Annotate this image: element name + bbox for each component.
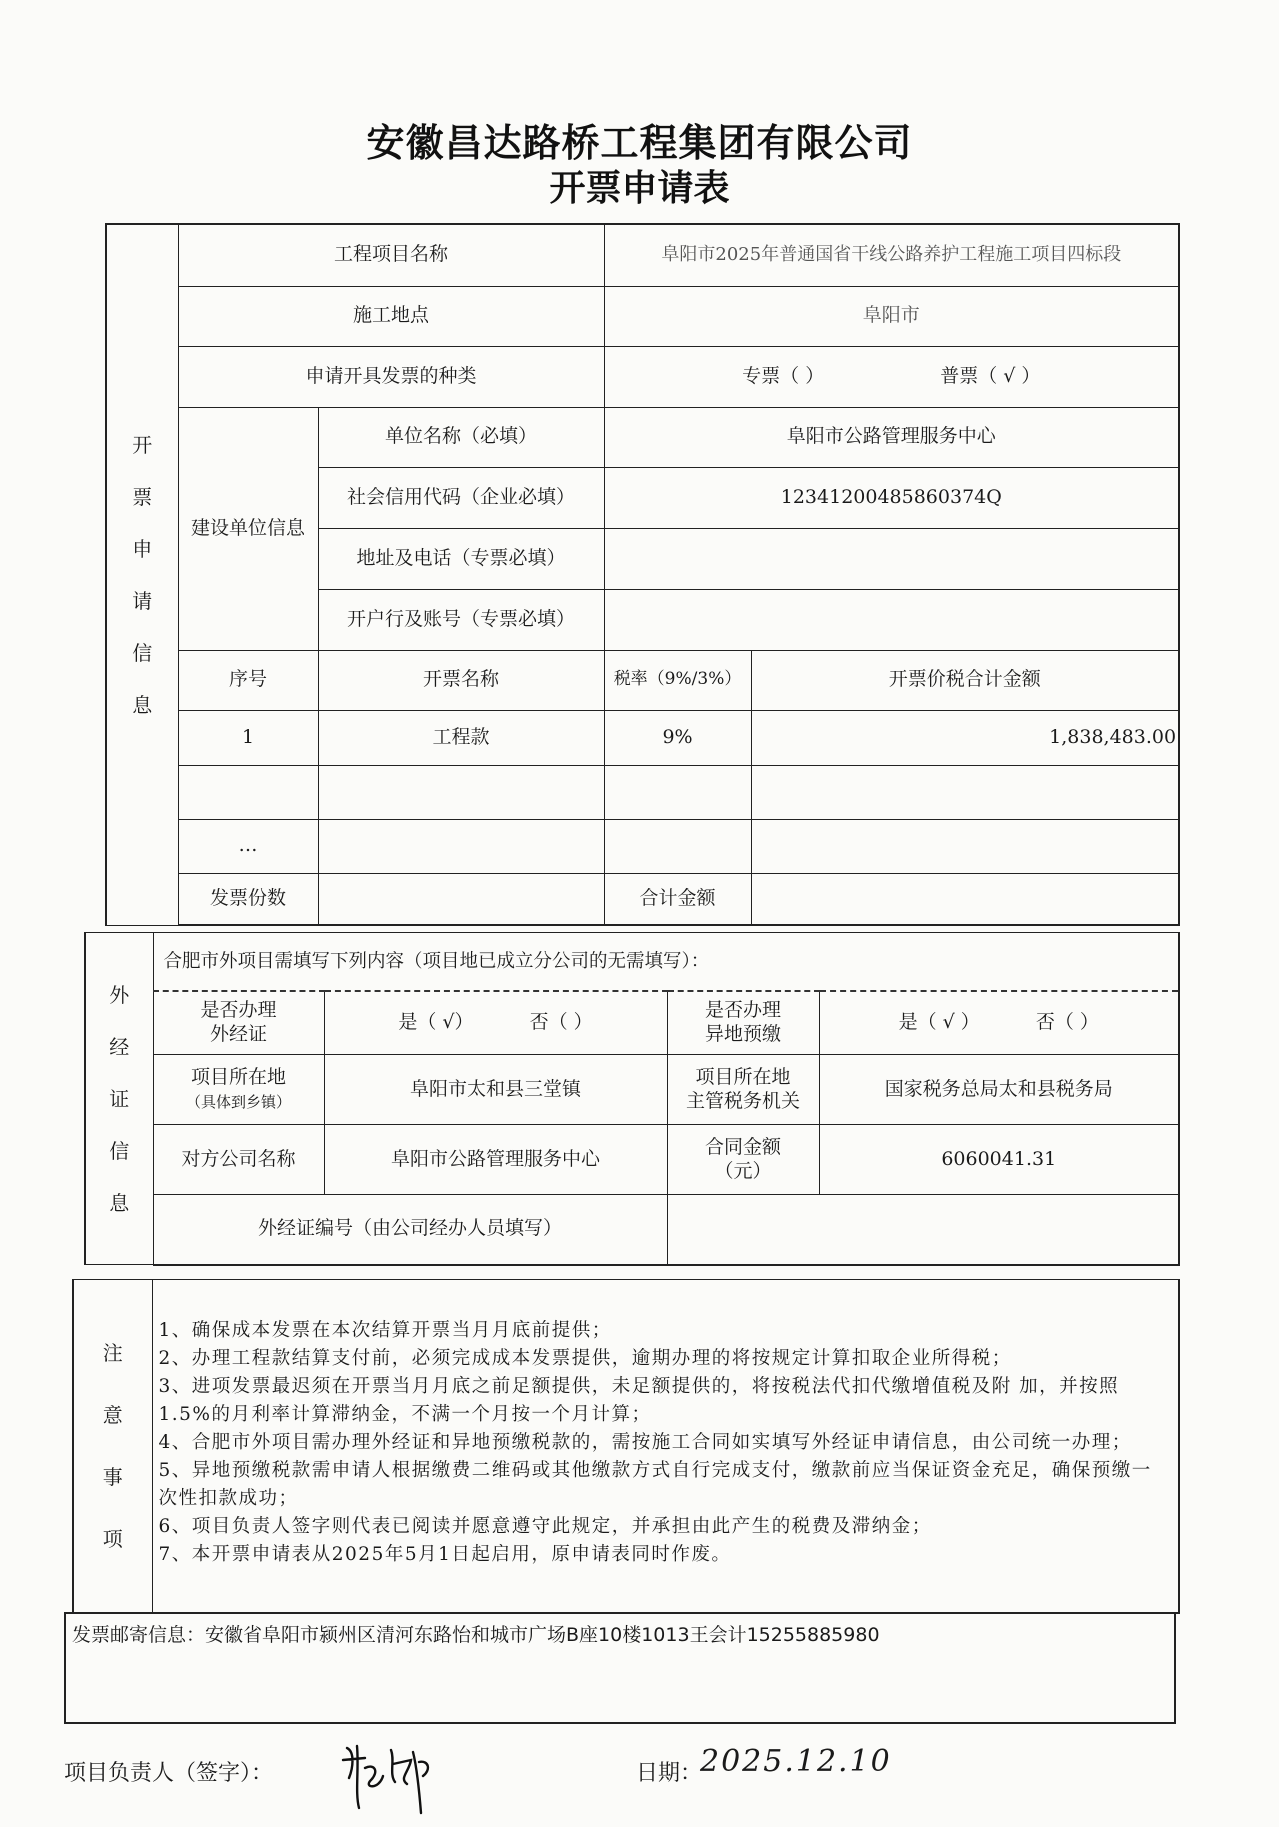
- signature: [335, 1738, 465, 1818]
- location-value[interactable]: 阜阳市太和县三堂镇: [324, 1055, 667, 1125]
- col-header-rate: 税率（9%/3%）: [604, 650, 751, 710]
- item-name[interactable]: [318, 819, 604, 873]
- contract-amount-value[interactable]: 6060041.31: [819, 1125, 1179, 1195]
- note-item: 2、办理工程款结算支付前，必须完成成本发票提供，逾期办理的将按规定计算扣取企业所得税；: [158, 1347, 1012, 1369]
- builder-field-label: 单位名称（必填）: [318, 407, 604, 467]
- invoice-type-options: [604, 346, 1179, 407]
- date-label: 日期：: [636, 1761, 703, 1786]
- item-name[interactable]: [318, 765, 604, 819]
- col-header-name: 开票名称: [318, 650, 604, 710]
- project-name-value: 阜阳市2025年普通国省干线公路养护工程施工项目四标段: [604, 224, 1179, 286]
- invoice-section-label: 开 票 申 请 信 息: [106, 224, 178, 925]
- builder-field-label: 开户行及账号（专票必填）: [318, 589, 604, 650]
- cert-number-value[interactable]: [667, 1195, 1179, 1265]
- normal-invoice-checkbox[interactable]: 普票（ √ ）: [940, 364, 1041, 387]
- special-invoice-checkbox[interactable]: 专票（ ）: [742, 364, 825, 387]
- item-no[interactable]: …: [178, 819, 318, 873]
- contract-amount-label: 合同金额 （元）: [667, 1125, 819, 1195]
- mailing-info-box: [64, 1612, 1176, 1724]
- item-no[interactable]: 1: [178, 710, 318, 765]
- builder-field-value[interactable]: 12341200485860374Q: [604, 467, 1179, 528]
- builder-info-label: 建设单位信息: [178, 407, 318, 650]
- cert-options: [324, 991, 667, 1055]
- builder-field-label: 社会信用代码（企业必填）: [318, 467, 604, 528]
- invoice-type-label: 申请开具发票的种类: [178, 346, 604, 407]
- table-row: [106, 765, 1179, 819]
- cert-yes-checkbox[interactable]: 是（ √）: [398, 1010, 474, 1033]
- note-item: 1、确保成本发票在本次结算开票当月月底前提供；: [158, 1319, 612, 1341]
- note-item: 6、项目负责人签字则代表已阅读并愿意遵守此规定，并承担由此产生的税费及滞纳金；: [158, 1515, 932, 1537]
- builder-field-value[interactable]: [604, 589, 1179, 650]
- builder-field-value[interactable]: 阜阳市公路管理服务中心: [604, 407, 1179, 467]
- invoice-info-table: [105, 223, 1180, 926]
- site-label: 施工地点: [178, 286, 604, 346]
- prepay-label: 是否办理 异地预缴: [667, 991, 819, 1055]
- company-name: 安徽昌达路桥工程集团有限公司: [366, 121, 913, 165]
- mailing-info: 发票邮寄信息：安徽省阜阳市颍州区清河东路怡和城市广场B座10楼1013王会计15255885980: [72, 1624, 880, 1646]
- counterparty-label: 对方公司名称: [153, 1125, 324, 1195]
- prepay-yes-checkbox[interactable]: 是（ √ ）: [898, 1010, 980, 1033]
- prepay-no-checkbox[interactable]: 否（ ）: [1035, 1010, 1099, 1033]
- item-rate[interactable]: [604, 765, 751, 819]
- item-amount[interactable]: [751, 765, 1179, 819]
- tax-office-value[interactable]: 国家税务总局太和县税务局: [819, 1055, 1179, 1125]
- site-value: 阜阳市: [604, 286, 1179, 346]
- notes-list: [152, 1280, 1179, 1613]
- cert-label: 是否办理 外经证: [153, 991, 324, 1055]
- note-item: 3、进项发票最迟须在开票当月月底之前足额提供，未足额提供的，将按税法代扣代缴增值税及附 加，并按照1.5%的月利率计算滞纳金，不满一个月按一个月计算；: [158, 1375, 1120, 1425]
- table-row: [106, 710, 1179, 765]
- builder-field-label: 地址及电话（专票必填）: [318, 528, 604, 589]
- external-section-label: 外 经 证 信 息: [85, 933, 153, 1265]
- item-name[interactable]: 工程款: [318, 710, 604, 765]
- note-item: 4、合肥市外项目需办理外经证和异地预缴税款的，需按施工合同如实填写外经证申请信息，由公司统一办理；: [158, 1431, 1132, 1453]
- date-handwritten: 2025.12.10: [700, 1744, 892, 1779]
- item-no[interactable]: [178, 765, 318, 819]
- counterparty-value[interactable]: 阜阳市公路管理服务中心: [324, 1125, 667, 1195]
- total-label: 合计金额: [604, 873, 751, 925]
- cert-number-label: 外经证编号（由公司经办人员填写）: [153, 1195, 667, 1265]
- project-name-label: 工程项目名称: [178, 224, 604, 286]
- invoice-count-label: 发票份数: [178, 873, 318, 925]
- total-value[interactable]: [751, 873, 1179, 925]
- note-item: 7、本开票申请表从2025年5月1日起启用，原申请表同时作废。: [158, 1543, 732, 1565]
- external-instruction: 合肥市外项目需填写下列内容（项目地已成立分公司的无需填写）：: [153, 933, 1179, 991]
- col-header-amount: 开票价税合计金额: [751, 650, 1179, 710]
- signer-label: 项目负责人（签字）：: [64, 1761, 274, 1786]
- col-header-no: 序号: [178, 650, 318, 710]
- item-amount[interactable]: 1,838,483.00: [751, 710, 1179, 765]
- external-cert-table: [84, 932, 1180, 1266]
- note-item: 5、异地预缴税款需申请人根据缴费二维码或其他缴款方式自行完成支付，缴款前应当保证资金充足，确保预缴一次性扣款成功；: [158, 1459, 1152, 1509]
- builder-field-value[interactable]: [604, 528, 1179, 589]
- item-rate[interactable]: 9%: [604, 710, 751, 765]
- notes-table: [72, 1279, 1180, 1614]
- table-row: [106, 819, 1179, 873]
- notes-section-label: 注 意 事 项: [73, 1280, 152, 1613]
- form-title: 开票申请表: [549, 168, 730, 209]
- cert-no-checkbox[interactable]: 否（ ）: [529, 1010, 593, 1033]
- invoice-count-value[interactable]: [318, 873, 604, 925]
- prepay-options: [819, 991, 1179, 1055]
- location-label: 项目所在地 （具体到乡镇）: [153, 1055, 324, 1125]
- item-amount[interactable]: [751, 819, 1179, 873]
- item-rate[interactable]: [604, 819, 751, 873]
- tax-office-label: 项目所在地 主管税务机关: [667, 1055, 819, 1125]
